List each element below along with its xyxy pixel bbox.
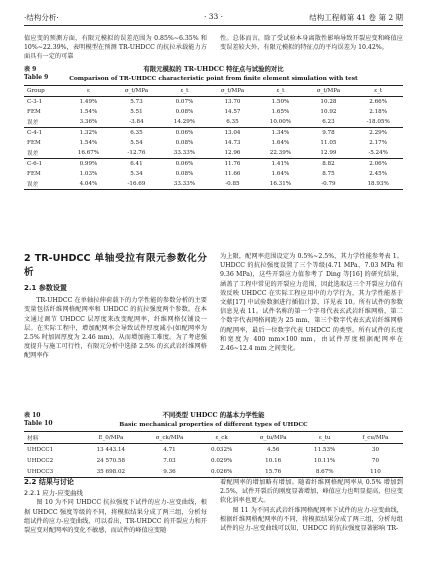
table-cell: 0.08%	[175, 140, 194, 146]
table-cell: 1.03%	[79, 171, 98, 177]
table-cell: UHDCC3	[27, 468, 54, 475]
table-cell: 2.17%	[369, 140, 388, 146]
table-cell: UHDCC1	[27, 446, 54, 453]
table-cell: 10.00%	[269, 119, 292, 125]
table-number-en: Table 9	[24, 74, 49, 81]
table-title: 有限元模拟的 TR-UHDCC 特征点与试验的对比	[143, 65, 284, 73]
table-cell: 0.08%	[175, 171, 194, 177]
column-header: ε_ck	[215, 434, 228, 441]
table-10	[24, 410, 403, 478]
table-cell: 10.11%	[314, 457, 336, 464]
paragraph: 性。总体而言，除了受试验本身离散性影响导致开裂应变和峰值应变误差较大外，有限元模拟的特征点的平均误差为 10.42%。	[220, 35, 403, 52]
table-cell: 0.07%	[175, 99, 194, 105]
data-table	[24, 431, 403, 478]
table-cell: 12.99	[320, 150, 337, 156]
table-row	[24, 138, 403, 148]
table-cell: -0.79	[321, 181, 336, 187]
page-number: · 33 ·	[203, 12, 224, 21]
table-row	[24, 148, 403, 159]
table-cell: 18.93%	[367, 181, 389, 187]
table-cell: 0.026%	[210, 468, 233, 475]
subsection-heading: 2.1 参数设置	[24, 284, 67, 292]
column-header: ε_t	[180, 88, 189, 94]
table-cell: 16.31%	[269, 181, 292, 187]
table-cell: 0.032%	[210, 446, 233, 453]
table-number-en: Table 10	[24, 420, 53, 427]
table-row	[24, 117, 403, 128]
table-cell: 33.33%	[173, 181, 196, 187]
table-cell: 6.35	[130, 130, 143, 136]
table-cell: 11.05	[320, 140, 337, 146]
table-cell: -5.24%	[368, 150, 388, 156]
table-cell: 9.36	[163, 468, 176, 475]
table-cell: 10.16	[265, 457, 282, 464]
table-cell: 8.67%	[315, 468, 334, 475]
column-header: ε_tu	[318, 434, 331, 441]
table-cell: 5.51	[130, 109, 143, 115]
table-cell: 7.03	[163, 457, 176, 464]
table-cell: 0.99%	[79, 161, 98, 167]
column-right-bottom	[220, 478, 403, 533]
table-cell: FEM	[27, 140, 41, 146]
table-cell: C-3-1	[27, 99, 43, 105]
journal-info: 结构工程师第 41 卷 第 2 期	[309, 13, 403, 22]
table-cell: 0.08%	[175, 109, 194, 115]
column-left-top	[24, 34, 207, 62]
table-cell: 110	[370, 468, 381, 475]
table-row	[24, 169, 403, 179]
table-number: 表 10	[24, 412, 41, 419]
subsection-heading: 2.2 结果与讨论	[24, 478, 74, 486]
table-cell: 误差	[27, 182, 39, 188]
table-cell: 6.41	[130, 161, 143, 167]
table-cell: C-4-1	[27, 130, 43, 136]
table-row	[24, 455, 403, 466]
column-left-bottom	[24, 478, 207, 535]
table-cell: 16.67%	[77, 150, 100, 156]
table-cell: 14.73	[224, 140, 241, 146]
column-header: Group	[27, 88, 45, 94]
table-row	[24, 107, 403, 117]
section-heading: 2 TR-UHDCC 单轴受拉有限元参数化分析	[24, 253, 207, 278]
table-cell: 24 570.58	[96, 457, 126, 464]
table-cell: -12.76	[127, 150, 146, 156]
column-header: ε_t	[374, 88, 383, 94]
column-right-top	[220, 34, 403, 52]
column-left-middle	[24, 252, 207, 361]
table-row	[24, 179, 403, 190]
table-cell: 误差	[27, 120, 39, 126]
table-cell: 13 443.14	[96, 446, 126, 453]
table-cell: 11.76	[224, 161, 241, 167]
table-row	[24, 466, 403, 478]
column-header: σ_ck/MPa	[155, 434, 184, 441]
table-number: 表 9	[24, 66, 37, 73]
table-title-en: Basic mechanical properties of different types of UHDCC	[119, 421, 308, 428]
table-cell: 13.04	[224, 130, 241, 136]
table-row	[24, 128, 403, 139]
table-cell: 1.32%	[79, 130, 98, 136]
table-cell: 4.56	[266, 446, 280, 453]
column-header: E_0/MPa	[98, 434, 124, 441]
paragraph: 值应变的预测方面，有限元模拟的误差范围为 0.85%~6.35% 和 10%~22.39%，表明模型在预测 TR-UHDCC 的抗拉承载能力方面具有一定的可靠	[24, 35, 207, 61]
subsubsection-heading: 2.2.1 应力-应变曲线	[24, 489, 83, 498]
table-cell: 5.54	[130, 140, 143, 146]
table-cell: 6.35	[226, 119, 239, 125]
table-cell: 12.96	[224, 150, 241, 156]
paragraph: 图 11 为不同玄武岩纤维网格配网率下试件的应力-应变曲线，根据纤维网格配网率的不同，将模拟结果分成了两三组，分析每组试件的应力-应变曲线可以知，UHDCC 的抗拉强度显著影响 TR-	[220, 506, 403, 533]
table-cell: 3.36%	[79, 119, 98, 125]
table-cell: 2.66%	[369, 99, 388, 105]
table-cell: 10.92	[320, 109, 337, 115]
column-header: ε	[87, 88, 90, 94]
table-cell: 33.33%	[173, 150, 196, 156]
table-cell: 9.78	[322, 130, 335, 136]
table-cell: UHDCC2	[27, 457, 54, 464]
table-cell: 5.73	[130, 99, 143, 105]
table-cell: 35 698.02	[96, 468, 126, 475]
table-cell: FEM	[27, 109, 41, 115]
table-cell: 8.82	[322, 161, 335, 167]
page-header	[24, 9, 403, 26]
table-title: 不同类型 UHDCC 的基本力学性能	[162, 411, 265, 419]
table-title-en: Comparison of TR-UHDCC characteristic point from finite element simulation with test	[69, 75, 358, 82]
table-cell: 10.28	[320, 99, 337, 105]
paragraph: 为上限，配网率范围设定为 0.5%~2.5%，其力学性能参考表 1。UHDCC 的抗拉强度设置了三个等级(4.71 MPa、7.03 MPa 和 9.36 MPa)，这些开裂应力值参考了 Ding 等[16] 的研究结果，涵盖了工程中常见的开裂应力范围，因此选取这三个开裂应力值有效反映 UHDCC 在实际工程应用中的力学行为，其力学性能基于文献[17] 中试验数据进行插值计算，详见表 10。所有试件的参数信息见表 11。试件名称的第一个字母代表玄武岩纤维网格，第二个数字代表网格间距为 25 mm，第三个数字代表玄武岩纤维网格的配网率，最后一位数字代表 UHDCC 的类型。所有试件的长度和宽度为 400 mm×100 mm，由试件厚度根据配网率在 2.46~12.4 mm 之间变化。	[220, 253, 403, 353]
table-cell: 13.70	[224, 99, 241, 105]
column-header: 材料	[27, 435, 39, 442]
table-row	[24, 97, 403, 108]
paragraph: 着配网率的增加略有增加。随着纤维网格配网率从 0.5% 增加到 2.5%，试件开裂后的刚度显著增加，峰值应力也明显提高，但应变软化斜率也更大。	[220, 479, 403, 505]
table-cell: 14.29%	[173, 119, 196, 125]
table-cell: 15.76	[265, 468, 282, 475]
table-cell: 误差	[27, 151, 39, 157]
data-table	[24, 85, 403, 190]
table-cell: 30	[371, 446, 380, 453]
table-cell: 2.18%	[369, 109, 388, 115]
table-cell: 70	[371, 457, 380, 464]
table-cell: -18.05%	[366, 119, 390, 125]
table-cell: 4.71	[163, 446, 176, 453]
table-9	[24, 64, 403, 190]
column-header: σ_tu/MPa	[259, 434, 287, 441]
column-header: σ_t/MPa	[316, 88, 341, 94]
table-cell: 1.34%	[271, 130, 290, 136]
paragraph: 图 10 为不同 UHDCC 抗拉强度下试件的应力-应变曲线，根据 UHDCC 强度等级的不同，将模拟结果分成了两三组，分析每组试件的应力-应变曲线，可以看出，TR-UHDCC 的开裂应力和开裂应变对配网率的变化不敏感，而试件的峰值应变随	[24, 499, 207, 535]
table-row	[24, 159, 403, 170]
column-header: σ_t/MPa	[124, 88, 149, 94]
column-header: ε_t	[276, 88, 285, 94]
table-cell: 1.49%	[79, 99, 98, 105]
table-cell: 2.45%	[369, 171, 388, 177]
table-cell: -3.84	[129, 119, 144, 125]
paragraph: TR-UHDCC 在单轴拉伸荷载下的力学性能的参数分析的主要变量包括纤维网格配网率和 UHDCC 的抗拉强度两个参数。在本文通过调节 UHDCC 层厚度来改变配网率，纤维网格仅铺设一层。在实际工程中，增加配网率会导致试件厚度减小(如配网率为 2.5% 时加固厚度为 2.46 mm)，从而增加施工难度。为了考虑强度提升与施工可行性，有限元分析中选择 2.5% 的玄武岩纤维网格配网率作	[24, 297, 207, 360]
table-cell: 0.06%	[175, 130, 194, 136]
table-cell: 11.66	[224, 171, 241, 177]
table-cell: FEM	[27, 171, 41, 177]
table-cell: 5.34	[130, 171, 143, 177]
table-cell: 1.64%	[271, 140, 290, 146]
table-cell: 2.06%	[369, 161, 388, 167]
table-cell: 8.75	[322, 171, 335, 177]
table-cell: 1.65%	[271, 109, 290, 115]
table-cell: 11.53%	[314, 446, 336, 453]
table-cell: 0.029%	[210, 457, 233, 464]
table-cell: -0.85	[225, 181, 240, 187]
table-cell: 1.54%	[79, 109, 98, 115]
table-cell: 6.23	[322, 119, 335, 125]
table-cell: 1.41%	[271, 161, 290, 167]
table-cell: 14.57	[224, 109, 241, 115]
table-cell: -16.69	[127, 181, 146, 187]
column-header: f_cu/MPa	[362, 434, 389, 441]
column-header: σ_t/MPa	[220, 88, 245, 94]
header-section: ·结构分析·	[24, 13, 59, 22]
table-cell: 1.54%	[79, 140, 98, 146]
table-row	[24, 444, 403, 456]
table-cell: C-6-1	[27, 161, 43, 167]
table-cell: 4.04%	[79, 181, 98, 187]
table-cell: 2.29%	[369, 130, 388, 136]
table-cell: 22.39%	[269, 150, 292, 156]
table-cell: 1.50%	[271, 99, 290, 105]
column-right-middle	[220, 252, 403, 353]
table-cell: 0.06%	[175, 161, 194, 167]
table-cell: 1.64%	[271, 171, 290, 177]
